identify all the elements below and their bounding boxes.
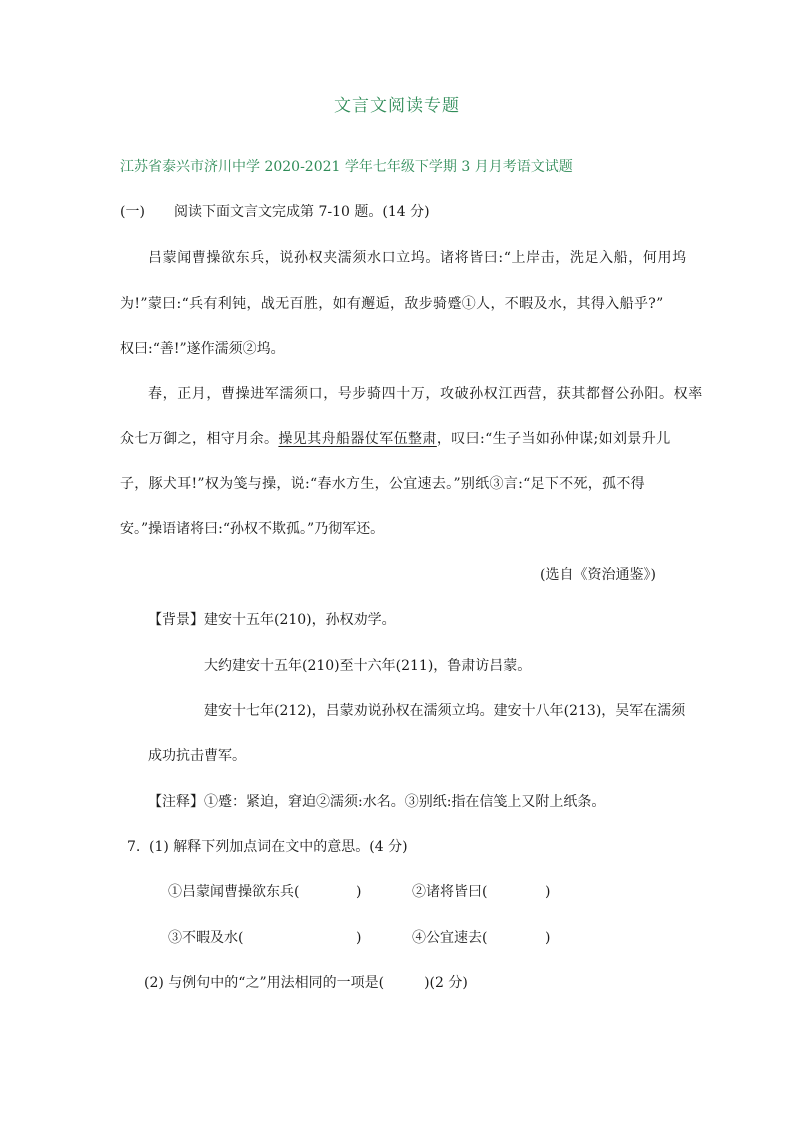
passage-text: 众七万御之，相守月余。 xyxy=(120,431,279,447)
background-label: 【背景】 xyxy=(148,612,204,628)
background-line1 xyxy=(148,610,396,630)
answer-blank-4[interactable]: ) xyxy=(545,930,551,946)
citation: (选自《资治通鉴》) xyxy=(540,567,656,583)
background-line2: 大约建安十五年(210)至十六年(211)，鲁肃访吕蒙。 xyxy=(204,658,532,674)
answer-item-1: ①吕蒙闻曹操欲东兵( xyxy=(168,884,300,900)
passage-p2-line3: 子，豚犬耳!”权为笺与操，说:“春水方生，公宜速去。”别纸③言:“足下不死，孤不得 xyxy=(120,476,645,492)
background-line4: 成功抗击曹军。 xyxy=(148,748,246,764)
answer-item-3: ③不暇及水( xyxy=(168,930,244,946)
passage-p2-line1: 春，正月，曹操进军濡须口，号步骑四十万，攻破孙权江西营，获其都督公孙阳。权率 xyxy=(148,386,703,402)
passage-p2-line2 xyxy=(120,429,671,449)
background-line3: 建安十七年(212)，吕蒙劝说孙权在濡须立坞。建安十八年(213)，吴军在濡须 xyxy=(204,703,686,719)
background-text: 建安十五年(210)，孙权劝学。 xyxy=(204,612,396,628)
question-number: 7. xyxy=(127,839,141,855)
answer-blank-1[interactable]: ) xyxy=(356,884,362,900)
section-heading xyxy=(120,202,430,222)
answer-blank-3[interactable]: ) xyxy=(356,930,362,946)
passage-p1-line3: 权曰:“善!”遂作濡须②坞。 xyxy=(120,341,285,357)
section-number: (一) xyxy=(120,204,145,220)
answer-blank-2[interactable]: ) xyxy=(545,884,551,900)
question-7 xyxy=(127,837,408,857)
page-title: 文言文阅读专题 xyxy=(334,96,460,116)
question-text: (2) 与例句中的“之”用法相同的一项是( xyxy=(144,975,385,991)
section-instruction: 阅读下面文言文完成第 7-10 题。(14 分) xyxy=(174,204,430,220)
passage-p1-line1: 吕蒙闻曹操欲东兵，说孙权夹濡须水口立坞。诸将皆曰:“上岸击，洗足入船，何用坞 xyxy=(148,250,687,266)
passage-p1-line2: 为!”蒙曰:“兵有利钝，战无百胜，如有邂逅，敌步骑蹙①人，不暇及水，其得入船乎?” xyxy=(120,296,664,312)
passage-p2-line4: 安。”操语诸将曰:“孙权不欺孤。”乃彻军还。 xyxy=(120,521,385,537)
notes-line xyxy=(148,792,605,812)
notes-text: ①蹙：紧迫，窘迫②濡须:水名。③别纸:指在信笺上又附上纸条。 xyxy=(204,794,606,810)
answer-item-2: ②诸将皆曰( xyxy=(412,884,488,900)
underlined-sentence: 操见其舟船器仗军伍整肃 xyxy=(278,431,437,447)
notes-label: 【注释】 xyxy=(148,794,204,810)
passage-text: ，叹曰:“生子当如孙仲谋;如刘景升儿 xyxy=(436,431,671,447)
question-7-2 xyxy=(144,973,468,993)
question-text: (1) 解释下列加点词在文中的意思。(4 分) xyxy=(149,839,408,855)
answer-item-4: ④公宜速去( xyxy=(412,930,488,946)
question-points: )(2 分) xyxy=(424,975,468,991)
source-line: 江苏省泰兴市济川中学 2020-2021 学年七年级下学期 3 月月考语文试题 xyxy=(120,159,573,175)
